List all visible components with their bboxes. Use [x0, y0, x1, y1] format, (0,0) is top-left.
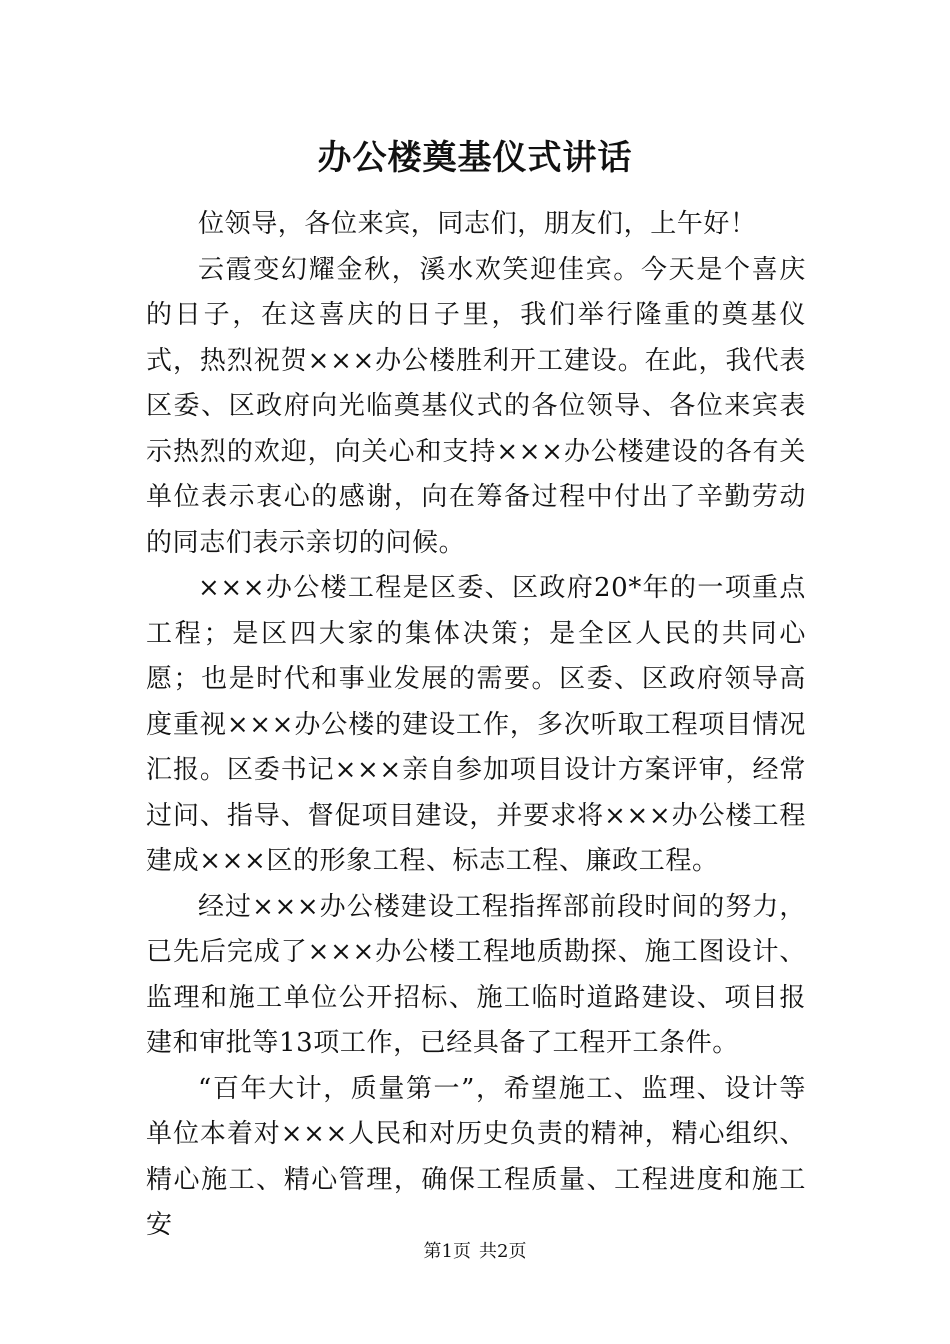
document-body: [146, 202, 806, 1249]
page-footer: [0, 1240, 950, 1264]
paragraph-quality: “百年大计，质量第一”，希望施工、监理、设计等单位本着对×××人民和对历史负责的精神，精心组织、精心施工、精心管理，确保工程质量、工程进度和施工安: [146, 1073, 806, 1240]
document-title: 办公楼奠基仪式讲话: [317, 138, 633, 178]
paragraph-greeting: 位领导，各位来宾，同志们，朋友们，上午好！: [198, 209, 757, 239]
page-number-total: 共2页: [479, 1241, 527, 1262]
paragraph-project-importance: ×××办公楼工程是区委、区政府20*年的一项重点工程；是区四大家的集体决策；是全区人民的共同心愿；也是时代和事业发展的需要。区委、区政府领导高度重视×××办公楼的建设工作，多次听取工程项目情况汇报。区委书记×××亲自参加项目设计方案评审，经常过问、指导、督促项目建设，并要求将×××办公楼工程建成×××区的形象工程、标志工程、廉政工程。: [146, 573, 806, 876]
paragraph-welcome: 云霞变幻耀金秋，溪水欢笑迎佳宾。今天是个喜庆的日子，在这喜庆的日子里，我们举行隆重的奠基仪式，热烈祝贺×××办公楼胜利开工建设。在此，我代表区委、区政府向光临奠基仪式的各位领导、各位来宾表示热烈的欢迎，向关心和支持×××办公楼建设的各有关单位表示衷心的感谢，向在筹备过程中付出了辛勤劳动的同志们表示亲切的问候。: [146, 254, 806, 558]
page-number-current: 第1页: [423, 1241, 471, 1262]
paragraph-progress: 经过×××办公楼建设工程指挥部前段时间的努力，已先后完成了×××办公楼工程地质勘探、施工图设计、监理和施工单位公开招标、施工临时道路建设、项目报建和审批等13项工作，已经具备了工程开工条件。: [146, 891, 806, 1058]
